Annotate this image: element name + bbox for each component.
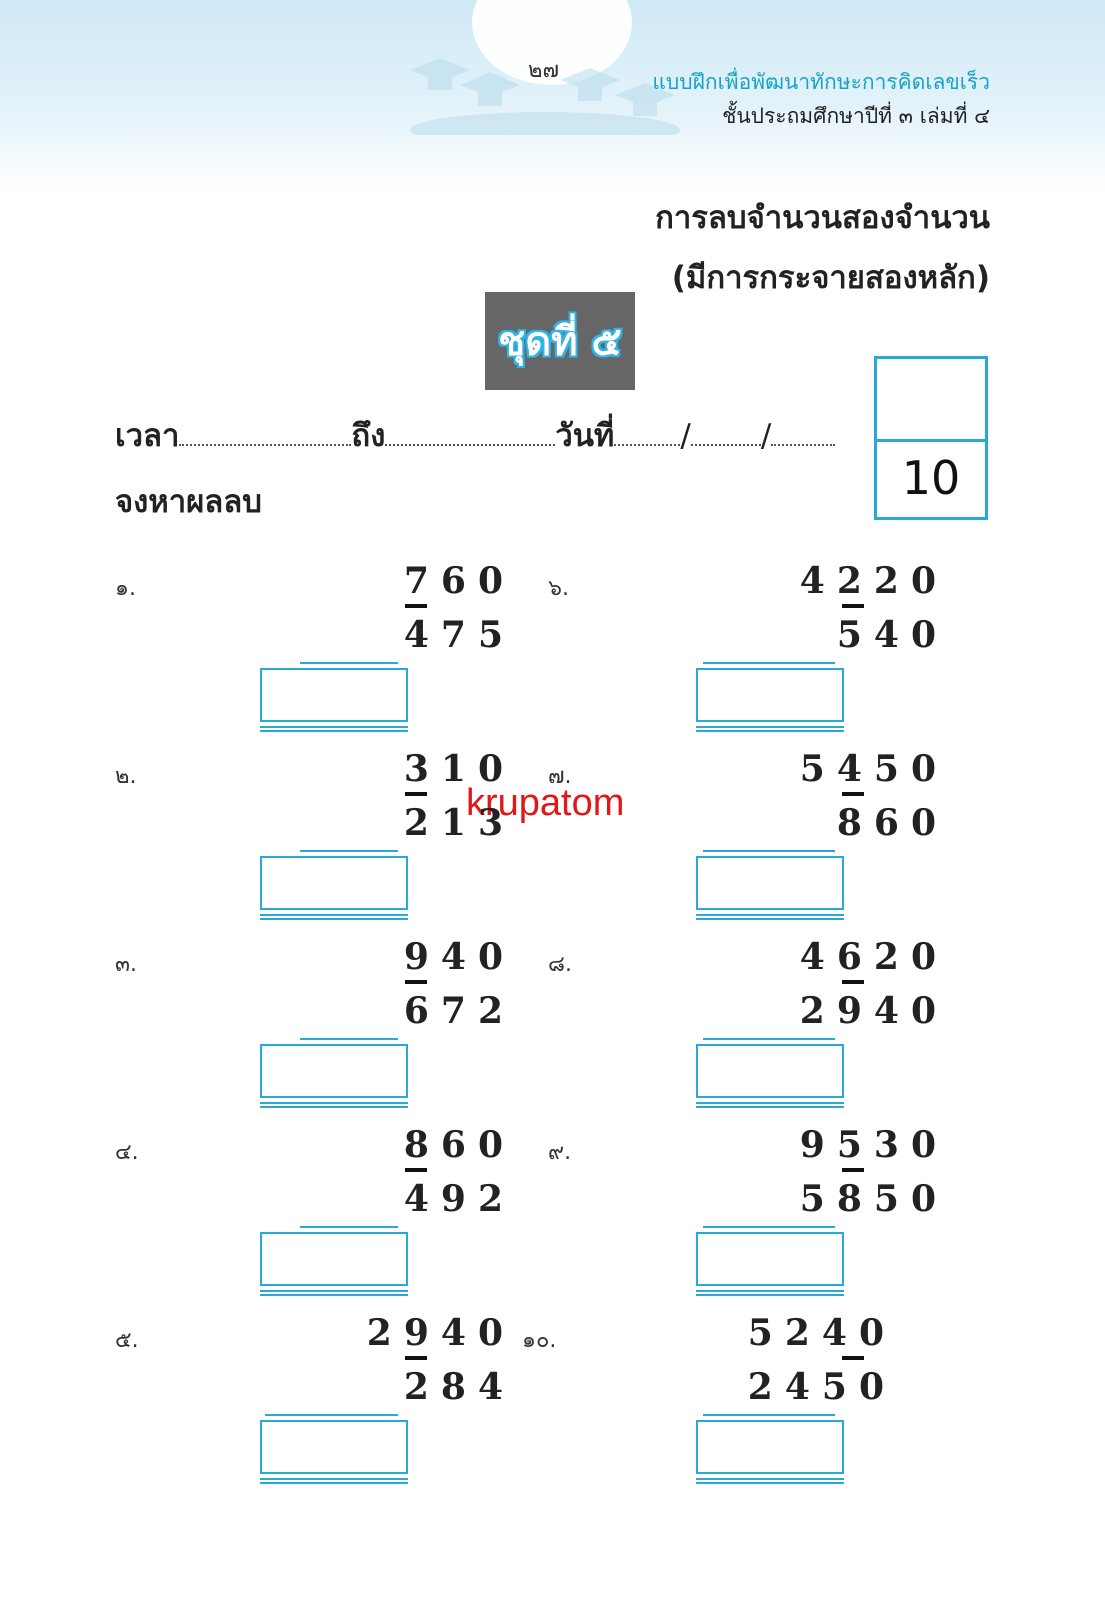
problem-number: ๗. <box>548 764 572 789</box>
underline <box>300 1038 398 1040</box>
minus-sign <box>405 1168 427 1172</box>
set-label-text: ชุดที่ ๕ <box>498 319 622 365</box>
minus-sign <box>842 1356 864 1360</box>
set-label <box>485 292 635 390</box>
answer-box[interactable] <box>260 668 408 722</box>
minuend: 2940 <box>366 1312 515 1354</box>
answer-box[interactable] <box>696 856 844 910</box>
problem-8 <box>548 928 968 1098</box>
subtrahend: 540 <box>836 614 948 656</box>
date-slash: / <box>680 418 691 454</box>
double-underline <box>260 914 408 920</box>
subtrahend: 2450 <box>747 1366 896 1408</box>
topic-title: การลบจำนวนสองจำนวน <box>655 200 990 236</box>
subtrahend: 475 <box>403 614 515 656</box>
minus-sign <box>405 792 427 796</box>
score-total: 10 <box>901 451 961 505</box>
problem-1 <box>115 552 535 722</box>
problem-5 <box>115 1304 535 1474</box>
time-start-blank[interactable] <box>179 422 351 446</box>
minuend: 5240 <box>747 1312 896 1354</box>
subtrahend: 284 <box>403 1366 515 1408</box>
instruction: จงหาผลลบ <box>115 484 262 520</box>
minus-sign <box>842 792 864 796</box>
minus-sign <box>405 980 427 984</box>
minuend: 940 <box>403 936 515 978</box>
underline <box>703 1226 835 1228</box>
answer-box[interactable] <box>260 1420 408 1474</box>
minuend: 860 <box>403 1124 515 1166</box>
subtrahend: 2940 <box>799 990 948 1032</box>
minuend: 9530 <box>799 1124 948 1166</box>
score-divider <box>877 439 985 442</box>
double-underline <box>260 1290 408 1296</box>
double-underline <box>260 1478 408 1484</box>
time-end-blank[interactable] <box>385 422 555 446</box>
minus-sign <box>405 604 427 608</box>
problem-number: ๑๐. <box>522 1328 557 1353</box>
problem-number: ๘. <box>548 952 572 977</box>
double-underline <box>260 726 408 732</box>
answer-box[interactable] <box>260 1232 408 1286</box>
minuend: 5450 <box>799 748 948 790</box>
underline <box>703 1038 835 1040</box>
underline <box>300 1226 398 1228</box>
answer-box[interactable] <box>696 1044 844 1098</box>
answer-box[interactable] <box>260 856 408 910</box>
problem-number: ๒. <box>115 764 137 789</box>
problem-9 <box>548 1116 968 1286</box>
minuend: 4220 <box>799 560 948 602</box>
subtrahend: 213 <box>403 802 515 844</box>
subtrahend: 492 <box>403 1178 515 1220</box>
minus-sign <box>842 604 864 608</box>
problem-7 <box>548 740 968 910</box>
problem-number: ๕. <box>115 1328 139 1353</box>
underline <box>265 1414 398 1416</box>
topic-subtitle: (มีการกระจายสองหลัก) <box>671 260 990 296</box>
problem-3 <box>115 928 535 1098</box>
problem-number: ๙. <box>548 1140 572 1165</box>
double-underline <box>696 726 844 732</box>
problem-number: ๓. <box>115 952 138 977</box>
minus-sign <box>405 1356 427 1360</box>
series-title: แบบฝึกเพื่อพัฒนาทักษะการคิดเลขเร็ว <box>652 70 990 94</box>
problem-2 <box>115 740 535 910</box>
problem-number: ๖. <box>548 576 569 601</box>
answer-box[interactable] <box>696 1232 844 1286</box>
date-slash: / <box>760 418 772 454</box>
minus-sign <box>842 980 864 984</box>
underline <box>300 662 398 664</box>
to-label: ถึง <box>351 418 386 454</box>
series-subtitle: ชั้นประถมศึกษาปีที่ ๓ เล่มที่ ๔ <box>722 104 990 128</box>
double-underline <box>696 1478 844 1484</box>
subtrahend: 672 <box>403 990 515 1032</box>
score-box <box>874 356 988 520</box>
day-blank[interactable] <box>614 422 680 446</box>
double-underline <box>696 914 844 920</box>
answer-box[interactable] <box>696 1420 844 1474</box>
month-blank[interactable] <box>691 422 761 446</box>
subtrahend: 860 <box>836 802 948 844</box>
problem-number: ๔. <box>115 1140 139 1165</box>
subtrahend: 5850 <box>799 1178 948 1220</box>
underline <box>300 850 398 852</box>
year-blank[interactable] <box>771 422 835 446</box>
problem-number: ๑. <box>115 576 136 601</box>
problem-4 <box>115 1116 535 1286</box>
underline <box>703 850 835 852</box>
time-date-row <box>115 410 835 460</box>
watermark: krupatom <box>466 782 625 824</box>
problem-6 <box>548 552 968 722</box>
double-underline <box>260 1102 408 1108</box>
time-label: เวลา <box>115 418 180 454</box>
minus-sign <box>842 1168 864 1172</box>
underline <box>703 662 835 664</box>
double-underline <box>696 1290 844 1296</box>
minuend: 4620 <box>799 936 948 978</box>
double-underline <box>696 1102 844 1108</box>
minuend: 310 <box>403 748 515 790</box>
answer-box[interactable] <box>260 1044 408 1098</box>
date-label: วันที่ <box>555 418 615 454</box>
page-number: ๒๗ <box>528 58 560 83</box>
minuend: 760 <box>403 560 515 602</box>
underline <box>703 1414 835 1416</box>
problem-10 <box>522 1304 942 1474</box>
answer-box[interactable] <box>696 668 844 722</box>
